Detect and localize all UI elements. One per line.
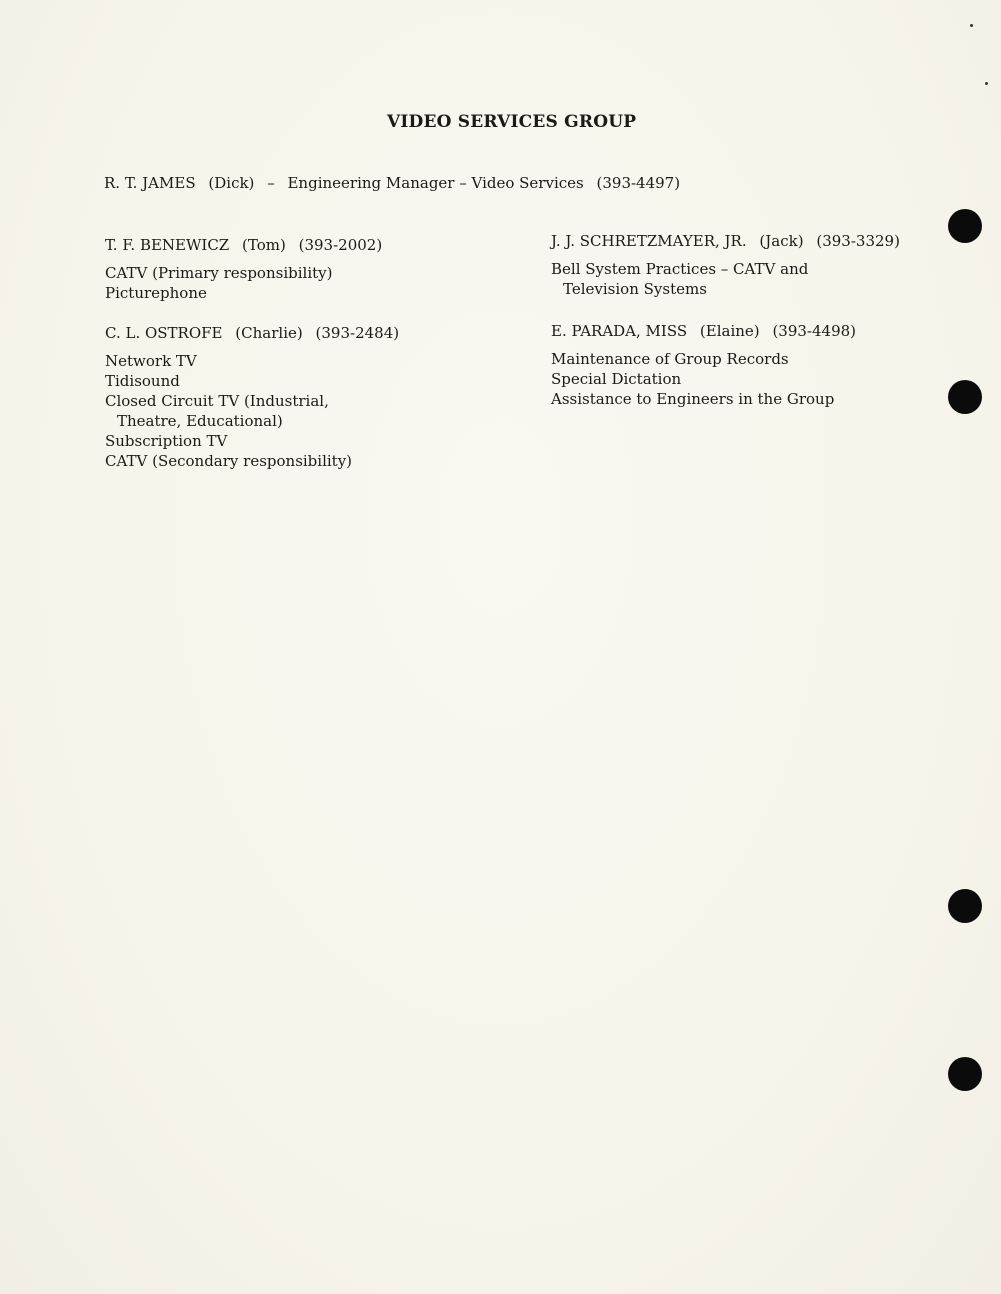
paper-speck [970, 24, 973, 27]
manager-phone: (393-4497) [596, 174, 681, 192]
duty-list [105, 263, 390, 303]
duty-item: Television Systems [563, 280, 707, 298]
staff-name-line [551, 322, 864, 340]
staff-entry-parada [551, 322, 864, 409]
staff-entry-schretzmayer [551, 232, 908, 299]
duty-item: Special Dictation [551, 370, 682, 388]
duty-item: Assistance to Engineers in the Group [551, 390, 835, 408]
staff-name: T. F. BENEWICZ [105, 236, 230, 254]
staff-nickname: (Tom) [242, 236, 286, 254]
staff-phone: (393-2484) [315, 324, 400, 342]
duty-item: Bell System Practices – CATV and [551, 260, 809, 278]
staff-phone: (393-3329) [816, 232, 900, 250]
staff-name-line [105, 236, 390, 254]
duty-item: Theatre, Educational) [117, 412, 283, 430]
page-title: VIDEO SERVICES GROUP [387, 112, 637, 132]
punch-hole [948, 1057, 982, 1091]
staff-name-line [105, 324, 407, 342]
manager-dash: – [267, 174, 275, 192]
manager-nickname: (Dick) [208, 174, 255, 192]
staff-phone: (393-2002) [298, 236, 383, 254]
duty-item: Picturephone [105, 284, 207, 302]
staff-name: J. J. SCHRETZMAYER, JR. [551, 232, 747, 250]
staff-nickname: (Elaine) [699, 322, 760, 340]
duty-item: Closed Circuit TV (Industrial, [105, 392, 329, 410]
duty-item: CATV (Secondary responsibility) [105, 452, 353, 470]
duty-item: Network TV [105, 352, 197, 370]
staff-nickname: (Charlie) [235, 324, 303, 342]
duty-item: Subscription TV [105, 432, 228, 450]
staff-nickname: (Jack) [759, 232, 804, 250]
duty-item: Tidisound [105, 372, 180, 390]
manager-role: Engineering Manager – Video Services [287, 174, 584, 192]
manager-line [104, 174, 688, 192]
duty-item: Maintenance of Group Records [551, 350, 789, 368]
staff-name-line [551, 232, 908, 250]
staff-name: C. L. OSTROFE [105, 324, 223, 342]
punch-hole [948, 380, 982, 414]
duty-list [551, 259, 908, 299]
staff-phone: (393-4498) [772, 322, 857, 340]
punch-hole [948, 889, 982, 923]
duty-list [105, 351, 407, 471]
staff-name: E. PARADA, MISS [551, 322, 688, 340]
duty-list [551, 349, 864, 409]
duty-item: CATV (Primary responsibility) [105, 264, 333, 282]
paper-speck [985, 82, 988, 85]
staff-entry-ostrofe [105, 324, 407, 471]
manager-name: R. T. JAMES [104, 174, 196, 192]
punch-hole [948, 209, 982, 243]
staff-entry-benewicz [105, 236, 390, 303]
